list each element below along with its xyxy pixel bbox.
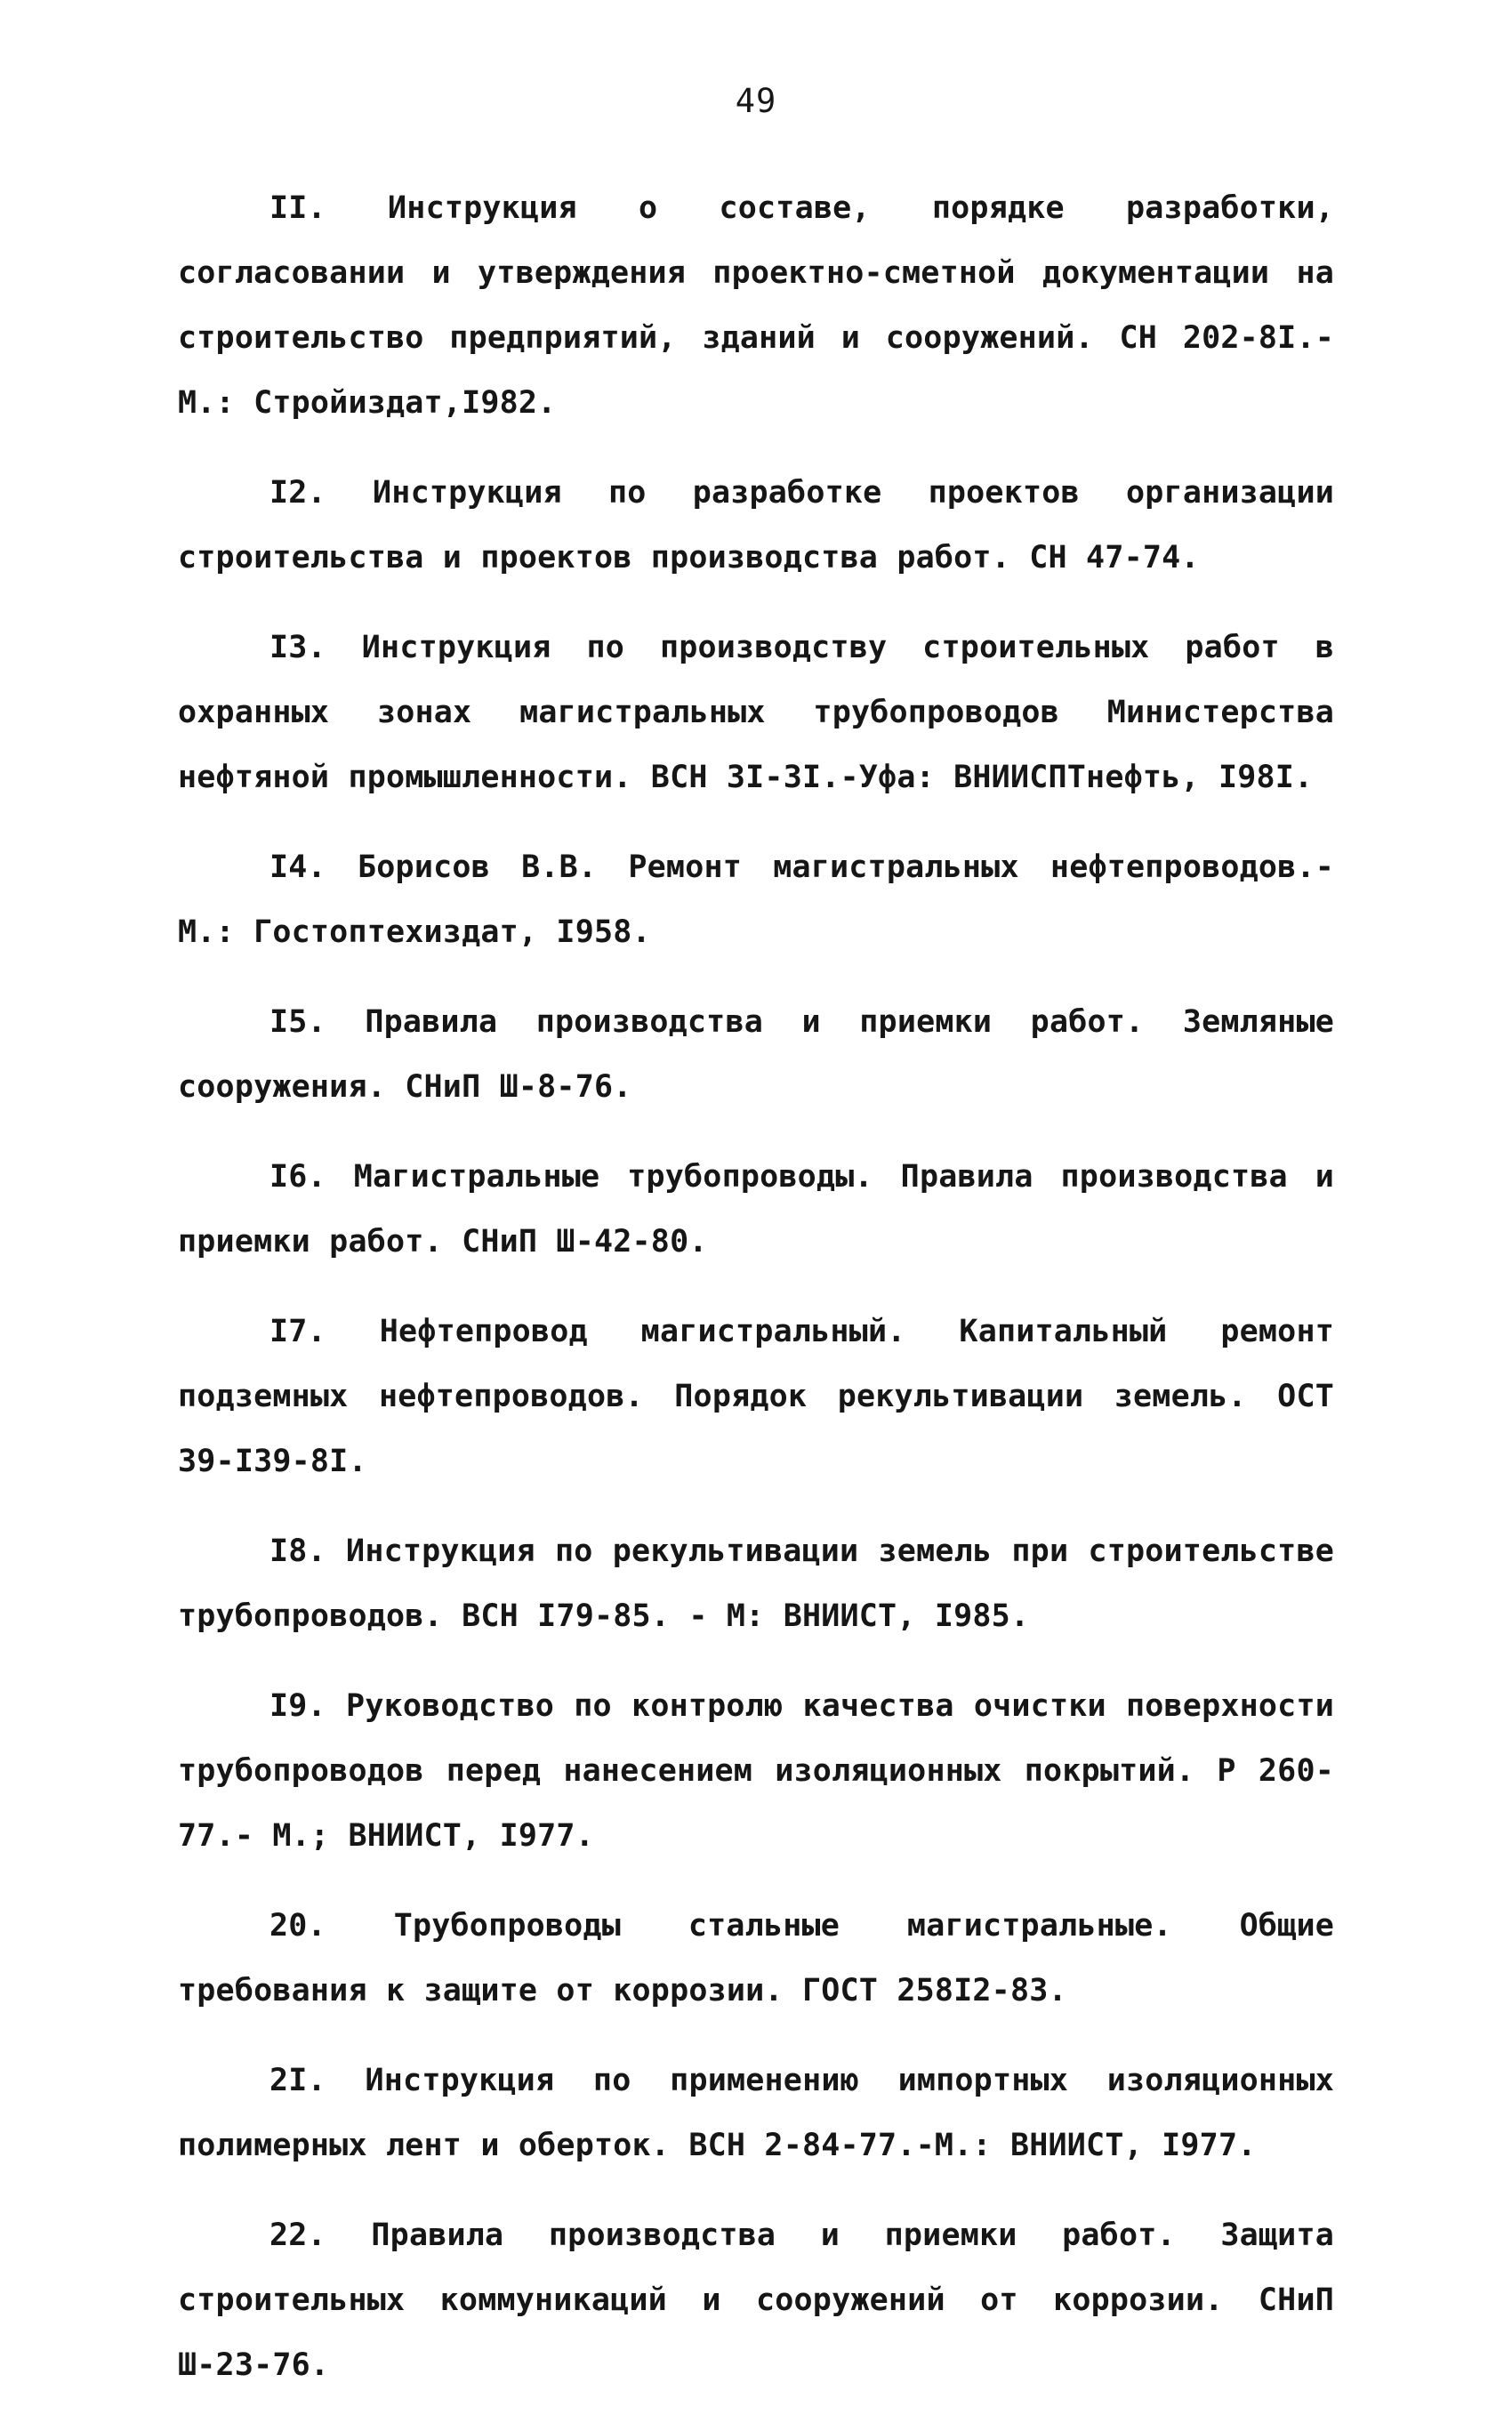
reference-item: 20. Трубопроводы стальные магистральные. Общие требования к защите от коррозии. ГОСТ 258I2-83. bbox=[178, 1908, 1334, 2008]
reference-item: I7. Нефтепровод магистральный. Капитальный ремонт подземных нефтепроводов. Порядок рекультивации земель. ОСТ 39-I39-8I. bbox=[178, 1314, 1334, 1479]
reference-item: I9. Руководство по контролю качества очистки поверхности трубопроводов перед нанесением изоляционных покрытий. Р 260-77.- М.; ВНИИСТ, I977. bbox=[178, 1688, 1334, 1854]
reference-item: 22. Правила производства и приемки работ. Защита строительных коммуникаций и сооружений от коррозии. СНиП Ш-23-76. bbox=[178, 2218, 1334, 2383]
reference-item: II. Инструкция о составе, порядке разработки, согласовании и утверждения проектно-сметной документации на строительство предприятий, зданий и сооружений. СН 202-8I.-М.: Стройиздат,I982. bbox=[178, 190, 1334, 421]
reference-item: I8. Инструкция по рекультивации земель при строительстве трубопроводов. ВСН I79-85. - М: ВНИИСТ, I985. bbox=[178, 1533, 1334, 1634]
reference-list bbox=[178, 176, 1334, 2423]
reference-item: I2. Инструкция по разработке проектов организации строительства и проектов производства работ. СН 47-74. bbox=[178, 475, 1334, 576]
reference-item: I5. Правила производства и приемки работ. Земляные сооружения. СНиП Ш-8-76. bbox=[178, 1004, 1334, 1105]
reference-item: I4. Борисов В.В. Ремонт магистральных нефтепроводов.- М.: Гостоптехиздат, I958. bbox=[178, 849, 1334, 950]
page-number: 49 bbox=[735, 82, 777, 120]
reference-item: I6. Магистральные трубопроводы. Правила производства и приемки работ. СНиП Ш-42-80. bbox=[178, 1159, 1334, 1260]
reference-item: 2I. Инструкция по применению импортных изоляционных полимерных лент и оберток. ВСН 2-84-77.-М.: ВНИИСТ, I977. bbox=[178, 2063, 1334, 2163]
reference-item: I3. Инструкция по производству строительных работ в охранных зонах магистральных трубопроводов Министерства нефтяной промышленности. ВСН 3I-3I.-Уфа: ВНИИСПТнефть, I98I. bbox=[178, 630, 1334, 795]
